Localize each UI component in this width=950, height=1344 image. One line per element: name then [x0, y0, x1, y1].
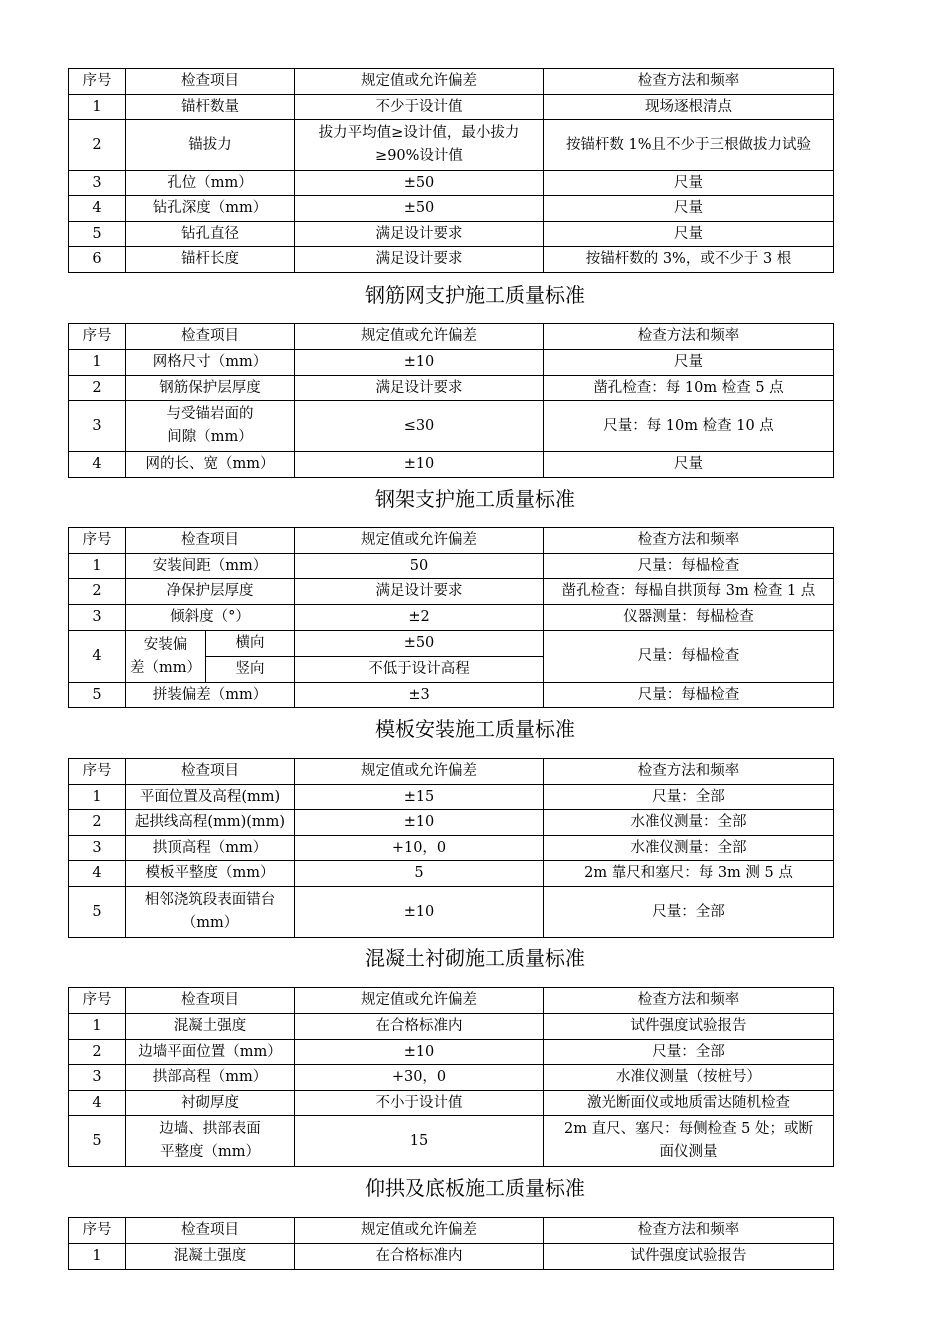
section-title: 混凝土衬砌施工质量标准 [365, 946, 585, 970]
header-item: 检查项目 [126, 988, 295, 1014]
header-method: 检查方法和频率 [544, 988, 834, 1014]
header-tolerance: 规定值或允许偏差 [295, 1218, 544, 1244]
cell-method: 尺量 [544, 452, 834, 478]
cell-seq: 1 [69, 95, 126, 120]
header-method: 检查方法和频率 [544, 324, 834, 350]
table-header-row [69, 759, 834, 785]
cell-tolerance: ±10 [295, 452, 544, 478]
anchor-table [68, 68, 834, 273]
cell-seq: 2 [69, 376, 126, 401]
header-tolerance: 规定值或允许偏差 [295, 759, 544, 785]
section-title: 仰拱及底板施工质量标准 [365, 1176, 585, 1200]
cell-method: 试件强度试验报告 [544, 1244, 834, 1270]
cell-item: 钻孔直径 [126, 222, 295, 247]
cell-item: 拼装偏差（mm） [126, 683, 295, 708]
cell-item [126, 401, 295, 452]
cell-tolerance: 不小于设计值 [295, 1091, 544, 1116]
cell-tolerance: 不低于设计高程 [295, 657, 544, 683]
cell-tolerance: 在合格标准内 [295, 1014, 544, 1040]
cell-seq: 2 [69, 1040, 126, 1065]
table-row [69, 171, 834, 196]
cell-method: 2m 靠尺和塞尺：每 3m 测 5 点 [544, 861, 834, 887]
cell-seq: 5 [69, 1116, 126, 1167]
formwork-table [68, 758, 834, 938]
cell-seq: 2 [69, 810, 126, 836]
table-header-row [69, 69, 834, 95]
cell-tolerance: 满足设计要求 [295, 247, 544, 273]
table-row [69, 1065, 834, 1091]
table-row [69, 1116, 834, 1167]
header-method: 检查方法和频率 [544, 69, 834, 95]
cell-tolerance: 在合格标准内 [295, 1244, 544, 1270]
cell-item: 平面位置及高程(mm) [126, 785, 295, 810]
cell-tolerance: ±50 [295, 196, 544, 222]
cell-item: 拱部高程（mm） [126, 1065, 295, 1091]
header-method: 检查方法和频率 [544, 759, 834, 785]
cell-item: 拱顶高程（mm） [126, 836, 295, 861]
cell-method: 水准仪测量：全部 [544, 810, 834, 836]
header-method: 检查方法和频率 [544, 528, 834, 554]
header-item: 检查项目 [126, 1218, 295, 1244]
cell-method: 尺量：每 10m 检查 10 点 [544, 401, 834, 452]
cell-tolerance [295, 120, 544, 171]
cell-method: 尺量 [544, 350, 834, 376]
cell-item [126, 631, 206, 683]
table-row [69, 452, 834, 478]
cell-item [126, 1116, 295, 1167]
cell-seq: 5 [69, 683, 126, 708]
cell-line: 与受锚岩面的 [166, 406, 254, 422]
cell-line: 间隙（mm） [167, 429, 253, 445]
table-row [69, 376, 834, 401]
cell-seq: 3 [69, 171, 126, 196]
cell-item: 起拱线高程(mm)(mm) [126, 810, 295, 836]
cell-method: 凿孔检查：每 10m 检查 5 点 [544, 376, 834, 401]
header-seq: 序号 [69, 69, 126, 95]
cell-seq: 2 [69, 579, 126, 605]
invert-table [68, 1217, 834, 1270]
table-row [69, 1091, 834, 1116]
table-row [69, 1040, 834, 1065]
cell-item: 钢筋保护层厚度 [126, 376, 295, 401]
cell-item: 倾斜度（°） [126, 605, 295, 631]
cell-method [544, 1116, 834, 1167]
cell-method: 尺量：每榀检查 [544, 631, 834, 683]
table-row [69, 247, 834, 273]
cell-tolerance: ±50 [295, 171, 544, 196]
table-row [69, 861, 834, 887]
cell-method: 尺量 [544, 222, 834, 247]
cell-line: 2m 直尺、塞尺：每侧检查 5 处；或断 [563, 1121, 814, 1137]
table-row [69, 1244, 834, 1270]
lining-table [68, 987, 834, 1167]
cell-seq: 1 [69, 554, 126, 579]
cell-tolerance: ±10 [295, 810, 544, 836]
cell-line: ≥90%设计值 [375, 148, 463, 164]
cell-seq: 4 [69, 631, 126, 683]
cell-tolerance: 满足设计要求 [295, 376, 544, 401]
cell-tolerance: ±3 [295, 683, 544, 708]
table-row [69, 810, 834, 836]
cell-item: 边墙平面位置（mm） [126, 1040, 295, 1065]
cell-method: 仪器测量：每榀检查 [544, 605, 834, 631]
cell-method: 试件强度试验报告 [544, 1014, 834, 1040]
cell-seq: 4 [69, 1091, 126, 1116]
cell-tolerance: +30，0 [295, 1065, 544, 1091]
cell-tolerance: +10，0 [295, 836, 544, 861]
cell-method: 水准仪测量（按桩号） [544, 1065, 834, 1091]
cell-method: 按锚杆数的 3%，或不少于 3 根 [544, 247, 834, 273]
header-item: 检查项目 [126, 69, 295, 95]
cell-line: 安装偏 [143, 636, 188, 653]
cell-item: 网的长、宽（mm） [126, 452, 295, 478]
cell-method: 尺量：全部 [544, 785, 834, 810]
cell-seq: 4 [69, 452, 126, 478]
cell-item: 孔位（mm） [126, 171, 295, 196]
cell-seq: 3 [69, 605, 126, 631]
cell-method: 尺量：全部 [544, 1040, 834, 1065]
table-header-row [69, 1218, 834, 1244]
cell-line: 拔力平均值≥设计值，最小拔力 [318, 125, 520, 141]
cell-tolerance: ±10 [295, 350, 544, 376]
table-header-row [69, 324, 834, 350]
cell-seq: 4 [69, 196, 126, 222]
table-row [69, 605, 834, 631]
cell-method: 现场逐根清点 [544, 95, 834, 120]
header-seq: 序号 [69, 759, 126, 785]
header-item: 检查项目 [126, 528, 295, 554]
cell-method: 尺量：每榀检查 [544, 554, 834, 579]
cell-method: 按锚杆数 1%且不少于三根做拔力试验 [544, 120, 834, 171]
section-title: 模板安装施工质量标准 [375, 717, 575, 741]
cell-tolerance: ±2 [295, 605, 544, 631]
section-title: 钢架支护施工质量标准 [375, 487, 575, 511]
cell-seq: 1 [69, 1244, 126, 1270]
cell-method: 激光断面仪或地质雷达随机检查 [544, 1091, 834, 1116]
cell-item: 混凝土强度 [126, 1014, 295, 1040]
cell-item: 钻孔深度（mm） [126, 196, 295, 222]
table-row [69, 554, 834, 579]
cell-tolerance: ±10 [295, 1040, 544, 1065]
section-title: 钢筋网支护施工质量标准 [365, 283, 585, 307]
header-method: 检查方法和频率 [544, 1218, 834, 1244]
header-tolerance: 规定值或允许偏差 [295, 528, 544, 554]
cell-tolerance: ±50 [295, 631, 544, 657]
cell-seq: 5 [69, 887, 126, 938]
table-row [69, 887, 834, 938]
cell-tolerance: ±15 [295, 785, 544, 810]
cell-item: 混凝土强度 [126, 1244, 295, 1270]
header-tolerance: 规定值或允许偏差 [295, 69, 544, 95]
cell-line: 边墙、拱部表面 [159, 1121, 261, 1137]
cell-tolerance: 满足设计要求 [295, 579, 544, 605]
header-tolerance: 规定值或允许偏差 [295, 324, 544, 350]
cell-line: 差（mm） [130, 659, 201, 676]
table-row [69, 785, 834, 810]
cell-method: 尺量 [544, 196, 834, 222]
cell-line: 相邻浇筑段表面错台 [144, 892, 276, 908]
cell-item: 衬砌厚度 [126, 1091, 295, 1116]
cell-tolerance: 5 [295, 861, 544, 887]
table-row [69, 350, 834, 376]
cell-seq: 6 [69, 247, 126, 273]
cell-method: 凿孔检查：每榀自拱顶每 3m 检查 1 点 [544, 579, 834, 605]
cell-method: 尺量 [544, 171, 834, 196]
cell-subitem-horizontal: 横向 [206, 631, 295, 657]
table-row [69, 579, 834, 605]
cell-tolerance: 15 [295, 1116, 544, 1167]
cell-seq: 3 [69, 401, 126, 452]
cell-item: 锚杆长度 [126, 247, 295, 273]
cell-method: 水准仪测量：全部 [544, 836, 834, 861]
header-item: 检查项目 [126, 324, 295, 350]
cell-item: 网格尺寸（mm） [126, 350, 295, 376]
table-row [69, 631, 834, 657]
steel-frame-table [68, 527, 834, 708]
table-row [69, 683, 834, 708]
header-item: 检查项目 [126, 759, 295, 785]
cell-seq: 1 [69, 1014, 126, 1040]
cell-tolerance: 不少于设计值 [295, 95, 544, 120]
cell-line: （mm） [181, 915, 239, 931]
cell-line: 面仪测量 [659, 1144, 718, 1160]
table-row [69, 120, 834, 171]
table-row [69, 196, 834, 222]
cell-tolerance: 满足设计要求 [295, 222, 544, 247]
header-seq: 序号 [69, 324, 126, 350]
table-header-row [69, 528, 834, 554]
cell-seq: 5 [69, 222, 126, 247]
cell-seq: 3 [69, 1065, 126, 1091]
cell-seq: 3 [69, 836, 126, 861]
table-row [69, 95, 834, 120]
header-seq: 序号 [69, 1218, 126, 1244]
cell-item: 安装间距（mm） [126, 554, 295, 579]
table-row [69, 222, 834, 247]
cell-tolerance: ≤30 [295, 401, 544, 452]
cell-seq: 4 [69, 861, 126, 887]
cell-seq: 1 [69, 350, 126, 376]
header-seq: 序号 [69, 528, 126, 554]
header-seq: 序号 [69, 988, 126, 1014]
cell-seq: 1 [69, 785, 126, 810]
cell-item [126, 887, 295, 938]
cell-item: 模板平整度（mm） [126, 861, 295, 887]
cell-item: 净保护层厚度 [126, 579, 295, 605]
cell-subitem-vertical: 竖向 [206, 657, 295, 683]
cell-item: 锚拔力 [126, 120, 295, 171]
cell-method: 尺量：全部 [544, 887, 834, 938]
table-row [69, 836, 834, 861]
cell-tolerance: 50 [295, 554, 544, 579]
header-tolerance: 规定值或允许偏差 [295, 988, 544, 1014]
table-row [69, 401, 834, 452]
cell-seq: 2 [69, 120, 126, 171]
cell-method: 尺量：每榀检查 [544, 683, 834, 708]
cell-item: 锚杆数量 [126, 95, 295, 120]
cell-tolerance: ±10 [295, 887, 544, 938]
mesh-table [68, 323, 834, 478]
cell-line: 平整度（mm） [160, 1144, 260, 1160]
table-row [69, 1014, 834, 1040]
table-header-row [69, 988, 834, 1014]
